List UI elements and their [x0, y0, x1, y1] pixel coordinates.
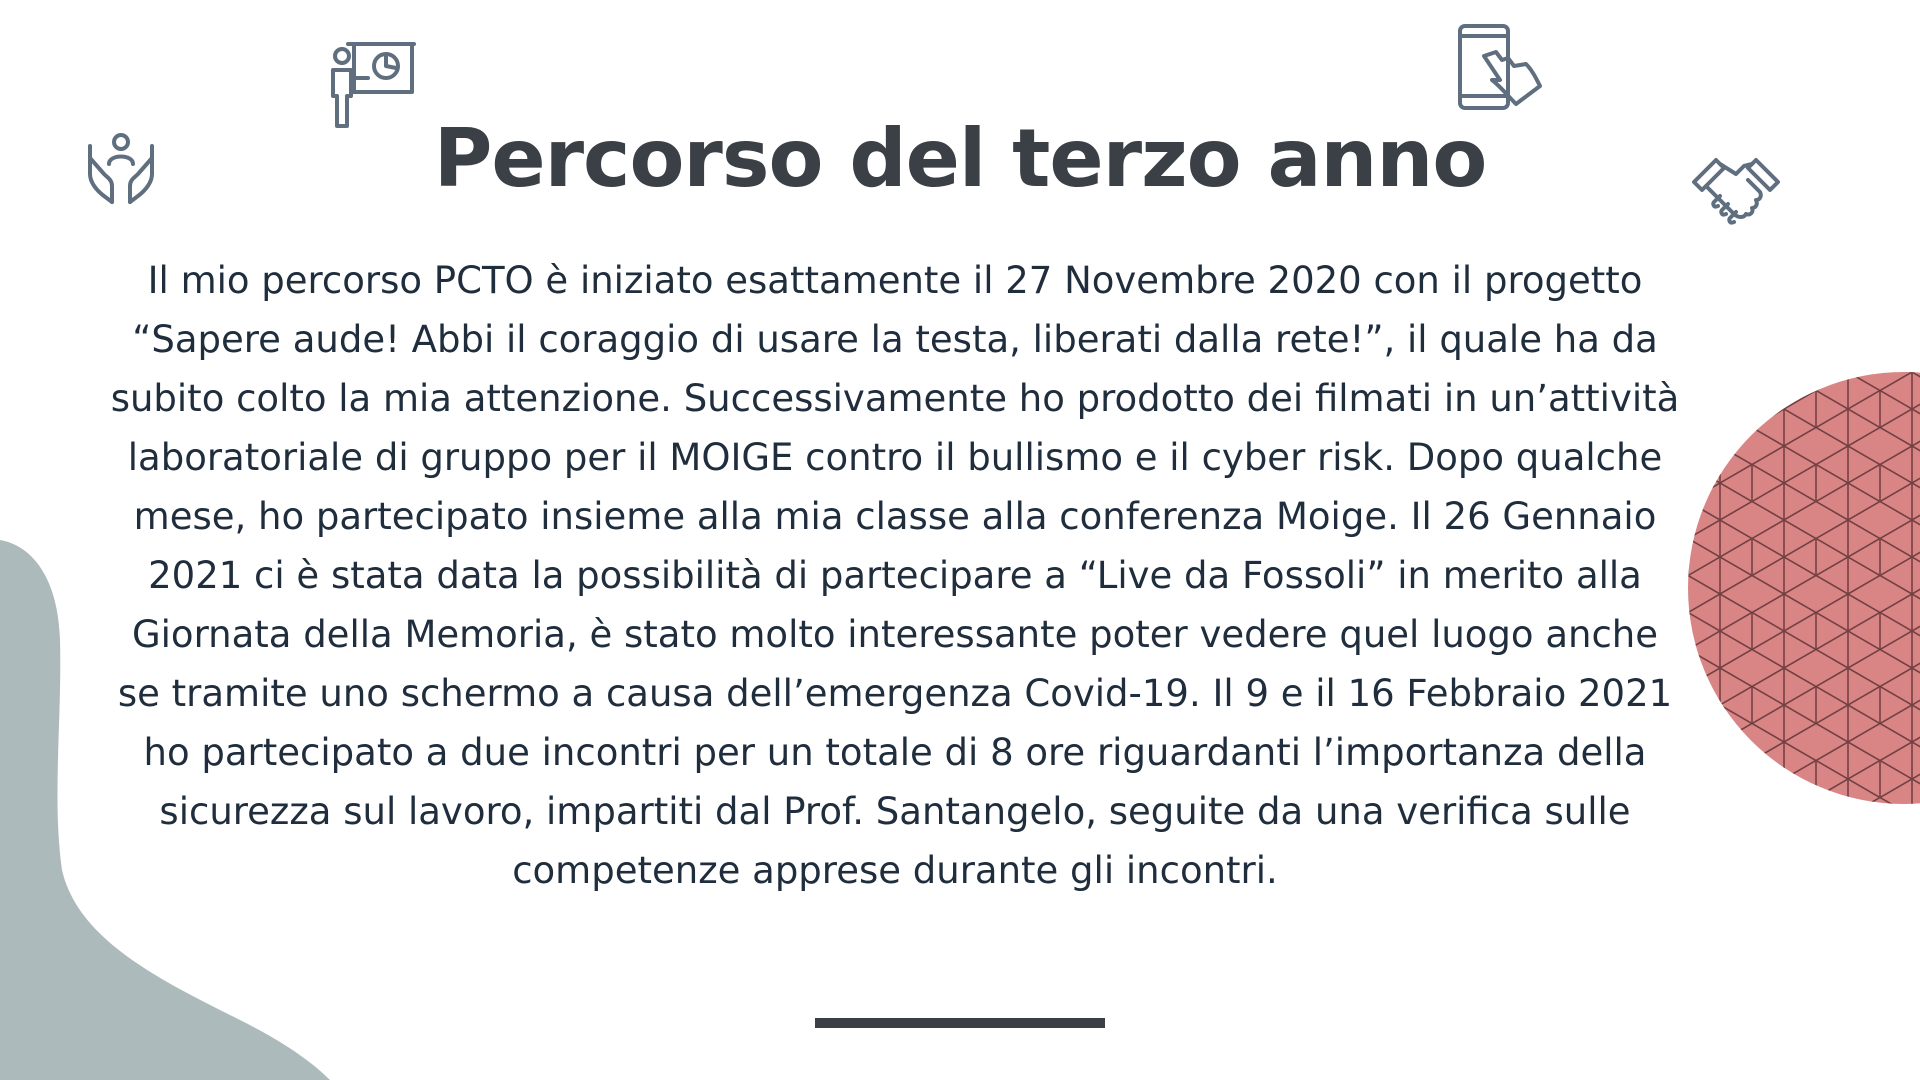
- bottom-divider: [815, 1018, 1105, 1028]
- decorative-circle: [1688, 372, 1920, 804]
- body-paragraph: Il mio percorso PCTO è iniziato esattamente il 27 Novembre 2020 con il progetto “Sapere aude! Abbi il coraggio di usare la testa, liberati dalla rete!”, il quale ha da subito colto la mia attenzione. Successivamente ho prodotto dei filmati in un’attività laboratoriale di gruppo per il MOIGE contro il bullismo e il cyber risk. Dopo qualche mese, ho partecipato insieme alla mia classe alla conferenza Moige. Il 26 Gennaio 2021 ci è stata data la possibilità di partecipare a “Live da Fossoli” in merito alla Giornata della Memoria, è stato molto interessante poter vedere quel luogo anche se tramite uno schermo a causa dell’emergenza Covid-19. Il 9 e il 16 Febbraio 2021 ho partecipato a due incontri per un totale di 8 ore riguardanti l’importanza della sicurezza sul lavoro, impartiti dal Prof. Santangelo, seguite da una verifica sulle competenze apprese durante gli incontri.: [110, 259, 1680, 892]
- phone-touch-icon: [1456, 22, 1548, 112]
- slide-title: Percorso del terzo anno: [433, 112, 1487, 205]
